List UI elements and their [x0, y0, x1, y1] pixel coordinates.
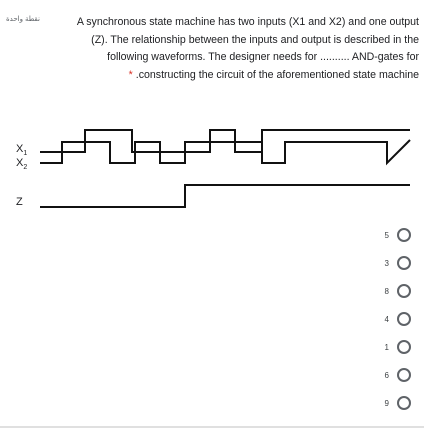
radio-1[interactable] — [397, 340, 411, 354]
question-line-4-text: .constructing the circuit of the aforementioned state machine — [135, 68, 419, 81]
option-1[interactable]: 1 — [385, 339, 411, 355]
signal-label-x1: $X_1$ — [16, 143, 28, 158]
radio-5[interactable] — [397, 228, 411, 242]
points-label: نقطة واحدة — [6, 16, 40, 23]
radio-4[interactable] — [397, 312, 411, 326]
signal-label-x2: $X_2$ — [16, 157, 28, 172]
option-5[interactable]: 5 — [385, 227, 411, 243]
question-line-2: (Z). The relationship between the inputs and output is described in the — [91, 33, 419, 46]
option-3[interactable]: 3 — [385, 255, 411, 271]
question-line-3: following waveforms. The designer needs for .......... AND-gates for — [107, 51, 419, 63]
radio-8[interactable] — [397, 284, 411, 298]
option-6[interactable]: 6 — [385, 367, 411, 383]
question-line-1: A synchronous state machine has two inputs (X1 and X2) and one output — [76, 16, 419, 28]
radio-6[interactable] — [397, 368, 411, 382]
waveform-z — [40, 185, 410, 207]
waveform-x2 — [40, 140, 410, 163]
radio-9[interactable] — [397, 396, 411, 410]
option-9[interactable]: 9 — [385, 395, 411, 411]
option-4[interactable]: 4 — [385, 311, 411, 327]
option-8[interactable]: 8 — [385, 283, 411, 299]
required-mark: * — [128, 68, 133, 81]
radio-3[interactable] — [397, 256, 411, 270]
signal-label-z: Z — [16, 196, 23, 208]
